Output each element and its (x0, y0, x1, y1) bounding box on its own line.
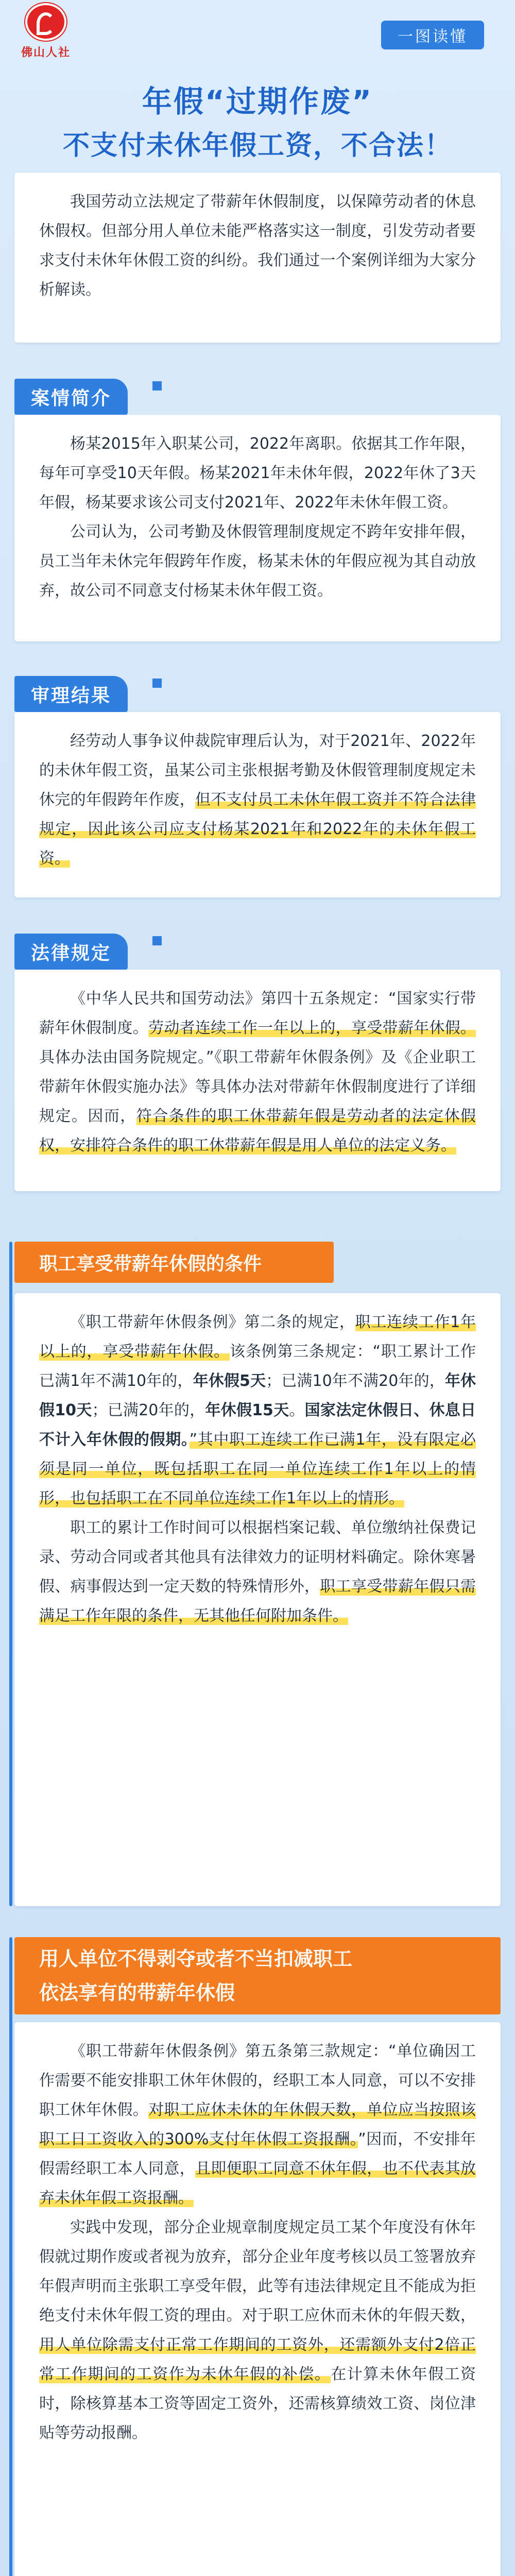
logo (7, 3, 84, 60)
law-section-tag: 法律规定 (14, 934, 128, 970)
decor-square-icon (152, 381, 162, 391)
s2-highlight-1: 对职工应休未休的年休假天数，单位应当按照该职工日工资收入的300%支付年休假工资报酬。 (39, 2101, 476, 2148)
decor-square-icon (152, 679, 162, 688)
s2-text-a: 《职工带薪年休假条例》第五条第三款规定：“单位确因工作需要不能安排职工休年休假的，经职工本人同意，可以不安排职工休年休假。 (39, 2042, 476, 2119)
s1-bold-4: 国家法定休假日、休息日不计入年休假的假期。 (39, 1401, 476, 1449)
page-title-line2: 不支付未休年假工资，不合法！ (62, 130, 452, 161)
law-highlight-1: 劳动者连续工作一年以上的，享受带薪年休假。 (148, 1019, 476, 1037)
law-text-c: 具体办法由国务院规定。”《职工带薪年休假条例》及《企业职工带薪年休假实施办法》等具体办法对带薪年休假制度进行了详细规定。因而， (39, 1048, 476, 1125)
s1-highlight-3: 职工享受带薪年假只需满足工作年限的条件，无其他任何附加条件。 (39, 1578, 476, 1625)
section1-paragraph-2 (39, 1513, 476, 1631)
s1-highlight-2: ”其中职工连续工作已满1年，没有限定必须是同一单位，既包括职工在同一单位连续工作1年以上的情形，也包括职工在不同单位连续工作1年以上的情形。 (39, 1431, 476, 1507)
section1-paragraph-1 (39, 1308, 476, 1513)
s1-text-p2a: 职工的累计工作时间可以根据档案记载、单位缴纳社保费记录、劳动合同或者其他具有法律效力的证明材料确定。除休寒暑假、病事假达到一定天数的特殊情形外， (39, 1519, 476, 1596)
section2-paragraph-2 (39, 2213, 476, 2448)
law-text-a: 《中华人民共和国劳动法》第四十五条规定：“国家实行带薪年休假制度。 (39, 990, 476, 1037)
s1-bold-3: 年休假15天 (205, 1401, 289, 1419)
section1-side-line (9, 1242, 12, 1906)
s1-bold-1: 年休假5天 (193, 1372, 266, 1390)
s1-text-i: 。 (289, 1401, 305, 1419)
intro-paragraph: 我国劳动立法规定了带薪年休假制度，以保障劳动者的休息休假权。但部分用人单位未能严格落实这一制度，引发劳动者要求支付未休年休假工资的纠纷。我们通过一个案例详细为大家分析解读。 (39, 193, 476, 299)
s1-highlight-1: 职工连续工作1年以上的，享受带薪年休假。 (39, 1313, 476, 1361)
section2-side-line (9, 1937, 12, 2576)
case-section-tag: 案情简介 (14, 379, 128, 415)
result-section-tag: 审理结果 (14, 676, 128, 712)
result-highlight: 但不支付员工未休年假工资并不符合法律规定，因此该公司应支付杨某2021年和2022年的未休年假工资。 (39, 791, 476, 868)
case-paragraph-2: 公司认为，公司考勤及休假管理制度规定不跨年安排年假，员工当年未休完年假跨年作废，杨某未休的年假应视为其自动放弃，故公司不同意支付杨某未休年假工资。 (39, 523, 476, 600)
s1-text-g: ；已满20年的， (92, 1401, 205, 1419)
decor-square-icon (152, 936, 162, 945)
law-paragraph (39, 984, 476, 1160)
s2-highlight-3: 用人单位除需支付正常工作期间的工资外，还需额外支付2倍正常工作期间的工资作为未休年假的补偿。 (39, 2336, 476, 2383)
section1-card (14, 1293, 501, 1906)
logo-text: 佛山人社 (21, 46, 71, 59)
s2-highlight-2: 且即便职工同意不休年假，也不代表其放弃未休年假工资报酬。 (39, 2160, 476, 2207)
s1-text-e: ；已满10年不满20年的， (266, 1372, 445, 1390)
page-title-line1: 年假“过期作废” (142, 84, 373, 119)
header (0, 0, 515, 170)
law-highlight-2: 符合条件的职工休带薪年假是劳动者的法定休假权，安排符合条件的职工休带薪年假是用人单位的法定义务。 (39, 1107, 476, 1155)
s1-text-c: 该条例第三条规定：“职工累计工作已满1年不满10年的， (39, 1343, 476, 1390)
case-paragraph-1: 杨某2015年入职某公司，2022年离职。依据其工作年限，每年可享受10天年假。杨某2021年未休年假，2022年休了3天年假，杨某要求该公司支付2021年、2022年未休年假工资。 (39, 435, 476, 512)
section2-card (14, 2022, 501, 2576)
s2-text-p2c: 在计算未休年假工资时，除核算基本工资等固定工资外，还需核算绩效工资、岗位津贴等劳动报酬。 (39, 2365, 476, 2442)
s2-text-c: ”因而，不安排年假需经职工本人同意， (39, 2130, 476, 2178)
section1-tag: 职工享受带薪年休假的条件 (14, 1242, 334, 1283)
section2-tag (14, 1937, 501, 2014)
section2-tag-line2: 依法享有的带薪年休假 (39, 1981, 235, 2004)
s1-text-a: 《职工带薪年休假条例》第二条的规定， (70, 1313, 355, 1331)
result-card (14, 712, 501, 897)
category-badge: 一图读懂 (381, 21, 484, 49)
result-text-a: 经劳动人事争议仲裁院审理后认为，对于2021年、2022年的未休年假工资，虽某公司主张根据考勤及休假管理制度规定未休完的年假跨年作废， (39, 732, 476, 809)
section2-tag-line1: 用人单位不得剥夺或者不当扣减职工 (39, 1947, 353, 1970)
result-paragraph (39, 726, 476, 873)
law-card (14, 970, 501, 1191)
case-card (14, 415, 501, 641)
logo-icon (25, 3, 66, 41)
s1-bold-2: 年休假10天 (39, 1372, 476, 1419)
s2-text-p2a: 实践中发现，部分企业规章制度规定员工某个年度没有休年假就过期作废或者视为放弃，部分企业年度考核以员工签署放弃年假声明而主张职工享受年假，此等有违法律规定且不能成为拒绝支付未休年假工资的理由。对于职工应休而未休的年假天数， (39, 2218, 476, 2325)
intro-card (14, 173, 501, 343)
section2-paragraph-1 (39, 2037, 476, 2213)
